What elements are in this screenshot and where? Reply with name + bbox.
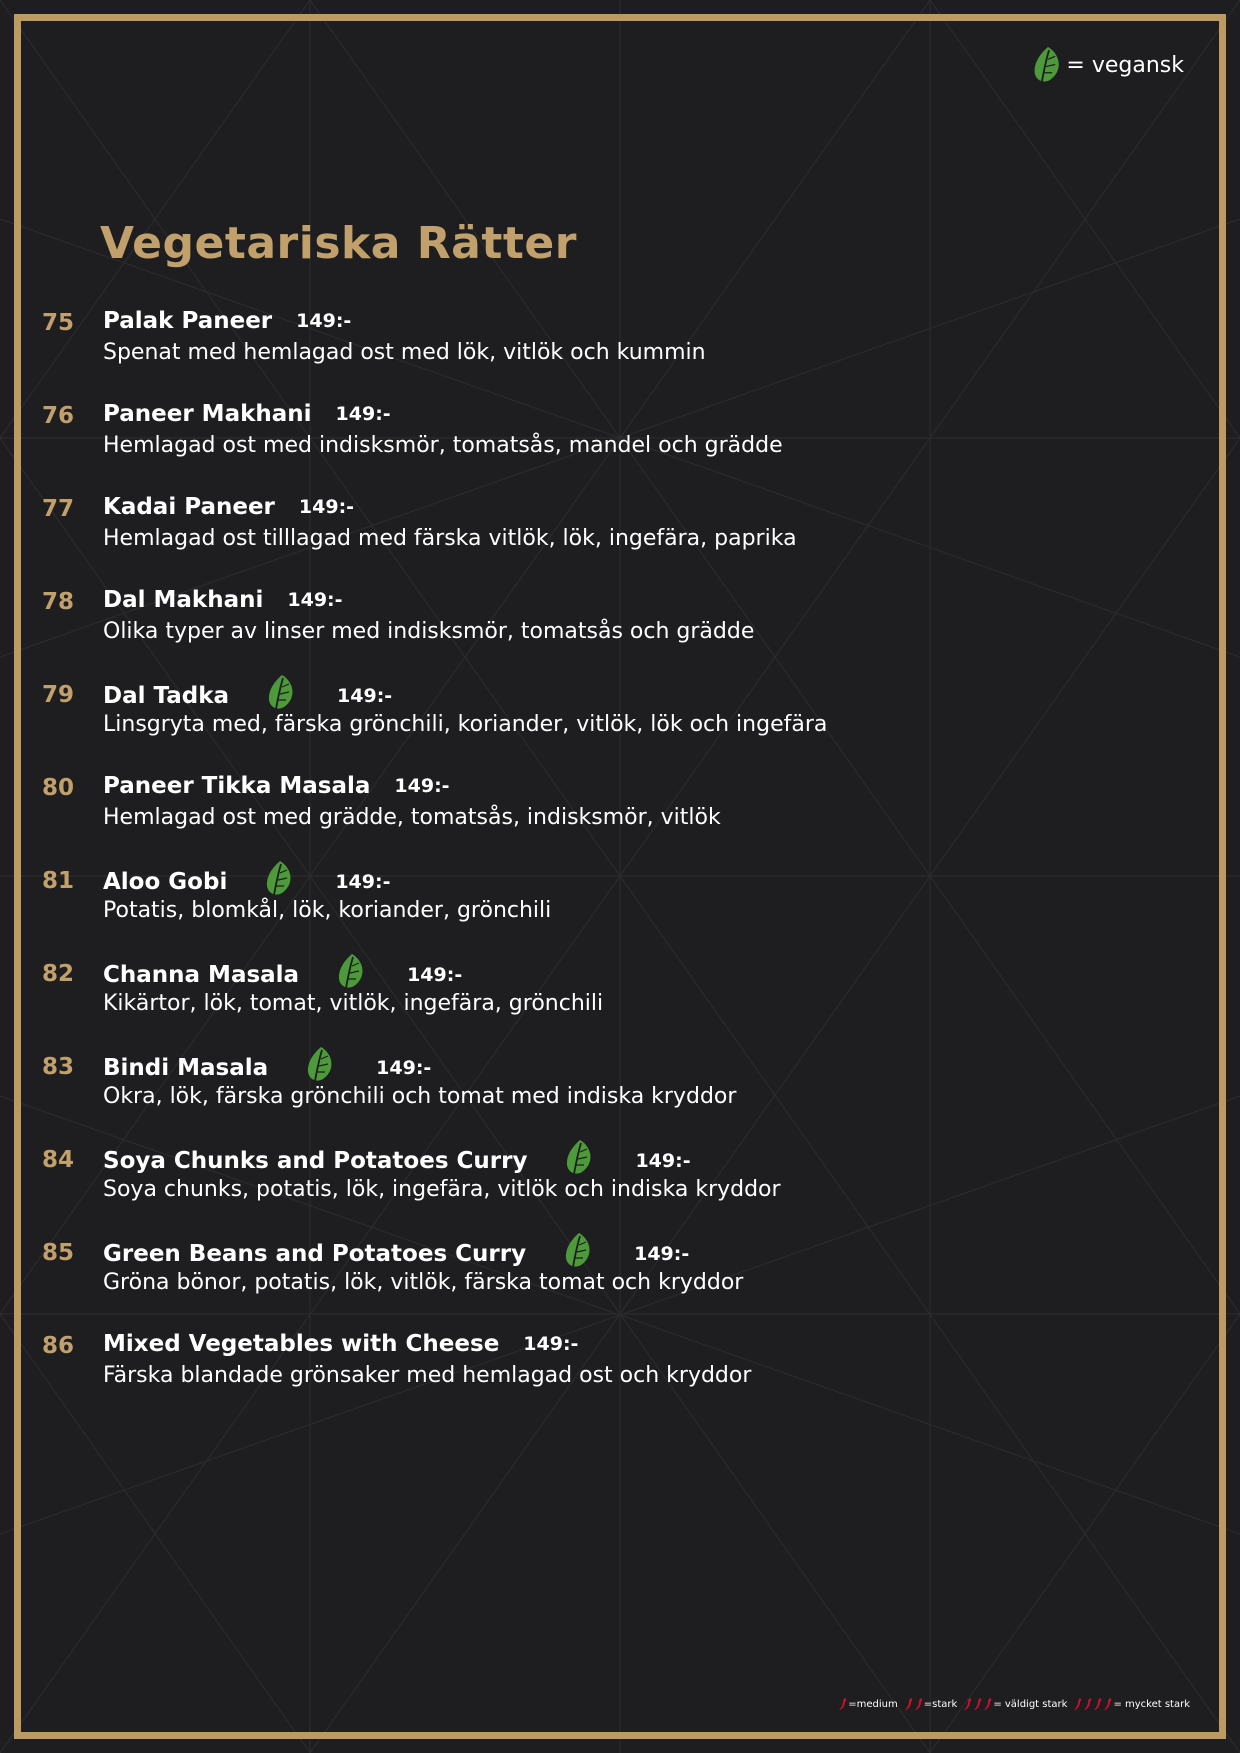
item-number: 81	[42, 868, 75, 894]
item-name: Mixed Vegetables with Cheese	[103, 1331, 500, 1357]
item-price: 149:-	[634, 1242, 690, 1265]
chili-icon	[1083, 1697, 1092, 1711]
item-number: 77	[42, 496, 75, 522]
leaf-icon	[267, 674, 297, 711]
item-number: 76	[42, 403, 75, 429]
item-header	[103, 1331, 578, 1357]
item-number: 86	[42, 1333, 75, 1359]
leaf-icon	[337, 953, 367, 990]
menu-item	[0, 585, 1240, 678]
item-number: 83	[42, 1054, 75, 1080]
chili-icon	[838, 1697, 847, 1711]
item-header	[103, 401, 391, 427]
menu-item	[0, 771, 1240, 864]
item-price: 149:-	[635, 1149, 691, 1172]
vegan-legend-label: = vegansk	[1066, 52, 1184, 78]
item-name: Dal Tadka	[103, 682, 230, 709]
chili-icon	[914, 1697, 923, 1711]
item-price: 149:-	[335, 870, 391, 893]
menu-item	[0, 1236, 1240, 1329]
item-price: 149:-	[296, 310, 352, 332]
menu-item	[0, 399, 1240, 492]
item-description: Hemlagad ost med indisksmör, tomatsås, mandel och grädde	[103, 433, 783, 458]
item-header	[103, 773, 450, 799]
item-name: Bindi Masala	[103, 1054, 269, 1081]
item-number: 84	[42, 1147, 75, 1173]
menu-item	[0, 864, 1240, 957]
spice-label: = mycket stark	[1113, 1698, 1190, 1710]
leaf-icon	[565, 1139, 595, 1176]
chili-icon	[1073, 1697, 1082, 1711]
menu-item	[0, 957, 1240, 1050]
menu-item	[0, 492, 1240, 585]
item-price: 149:-	[337, 684, 393, 707]
item-price: 149:-	[287, 589, 343, 611]
item-header	[103, 866, 390, 897]
item-header	[103, 1145, 691, 1176]
spice-level	[1073, 1697, 1190, 1711]
item-description: Linsgryta med, färska grönchili, koriander, vitlök, lök och ingefära	[103, 712, 828, 737]
item-name: Palak Paneer	[103, 308, 273, 334]
chili-icon	[963, 1697, 972, 1711]
menu-item	[0, 1329, 1240, 1422]
item-description: Olika typer av linser med indisksmör, tomatsås och grädde	[103, 619, 755, 644]
chili-icon	[973, 1697, 982, 1711]
item-name: Dal Makhani	[103, 587, 264, 613]
page-title: Vegetariska Rätter	[100, 218, 577, 269]
item-description: Hemlagad ost tilllagad med färska vitlök, lök, ingefära, paprika	[103, 526, 797, 551]
item-number: 75	[42, 310, 75, 336]
item-number: 79	[42, 682, 75, 708]
item-number: 78	[42, 589, 75, 615]
item-price: 149:-	[523, 1333, 579, 1355]
item-name: Soya Chunks and Potatoes Curry	[103, 1147, 528, 1174]
item-header	[103, 308, 351, 334]
item-number: 80	[42, 775, 75, 801]
item-name: Green Beans and Potatoes Curry	[103, 1240, 527, 1267]
leaf-icon	[1032, 46, 1064, 84]
menu-item	[0, 678, 1240, 771]
item-description: Soya chunks, potatis, lök, ingefära, vitlök och indiska kryddor	[103, 1177, 781, 1202]
item-price: 149:-	[335, 403, 391, 425]
menu-item	[0, 1143, 1240, 1236]
spice-label: =medium	[848, 1698, 898, 1710]
item-description: Spenat med hemlagad ost med lök, vitlök och kummin	[103, 340, 706, 365]
item-header	[103, 1238, 689, 1269]
menu-list	[0, 306, 1240, 1422]
spice-legend	[838, 1697, 1190, 1711]
leaf-icon	[564, 1232, 594, 1269]
item-name: Paneer Tikka Masala	[103, 773, 371, 799]
spice-level	[963, 1697, 1067, 1711]
vegan-legend	[1032, 46, 1184, 84]
item-name: Aloo Gobi	[103, 868, 228, 895]
item-name: Paneer Makhani	[103, 401, 312, 427]
item-number: 85	[42, 1240, 75, 1266]
menu-item	[0, 306, 1240, 399]
spice-level	[904, 1697, 958, 1711]
chili-icon	[1103, 1697, 1112, 1711]
item-header	[103, 680, 392, 711]
item-name: Kadai Paneer	[103, 494, 275, 520]
item-description: Potatis, blomkål, lök, koriander, grönchili	[103, 898, 552, 923]
item-description: Okra, lök, färska grönchili och tomat med indiska kryddor	[103, 1084, 737, 1109]
chili-icon	[983, 1697, 992, 1711]
menu-item	[0, 1050, 1240, 1143]
spice-level	[838, 1697, 897, 1711]
chili-icon	[904, 1697, 913, 1711]
item-name: Channa Masala	[103, 961, 300, 988]
item-description: Kikärtor, lök, tomat, vitlök, ingefära, grönchili	[103, 991, 604, 1016]
item-header	[103, 494, 354, 520]
item-header	[103, 587, 343, 613]
item-description: Gröna bönor, potatis, lök, vitlök, färska tomat och kryddor	[103, 1270, 744, 1295]
leaf-icon	[306, 1046, 336, 1083]
spice-label: =stark	[923, 1698, 958, 1710]
spice-label: = väldigt stark	[993, 1698, 1068, 1710]
item-price: 149:-	[394, 775, 450, 797]
item-price: 149:-	[376, 1056, 432, 1079]
leaf-icon	[265, 860, 295, 897]
item-price: 149:-	[298, 496, 355, 518]
item-header	[103, 1052, 431, 1083]
item-description: Färska blandade grönsaker med hemlagad ost och kryddor	[103, 1363, 752, 1388]
chili-icon	[1093, 1697, 1102, 1711]
item-price: 149:-	[407, 963, 463, 986]
item-number: 82	[42, 961, 75, 987]
item-header	[103, 959, 462, 990]
item-description: Hemlagad ost med grädde, tomatsås, indisksmör, vitlök	[103, 805, 721, 830]
